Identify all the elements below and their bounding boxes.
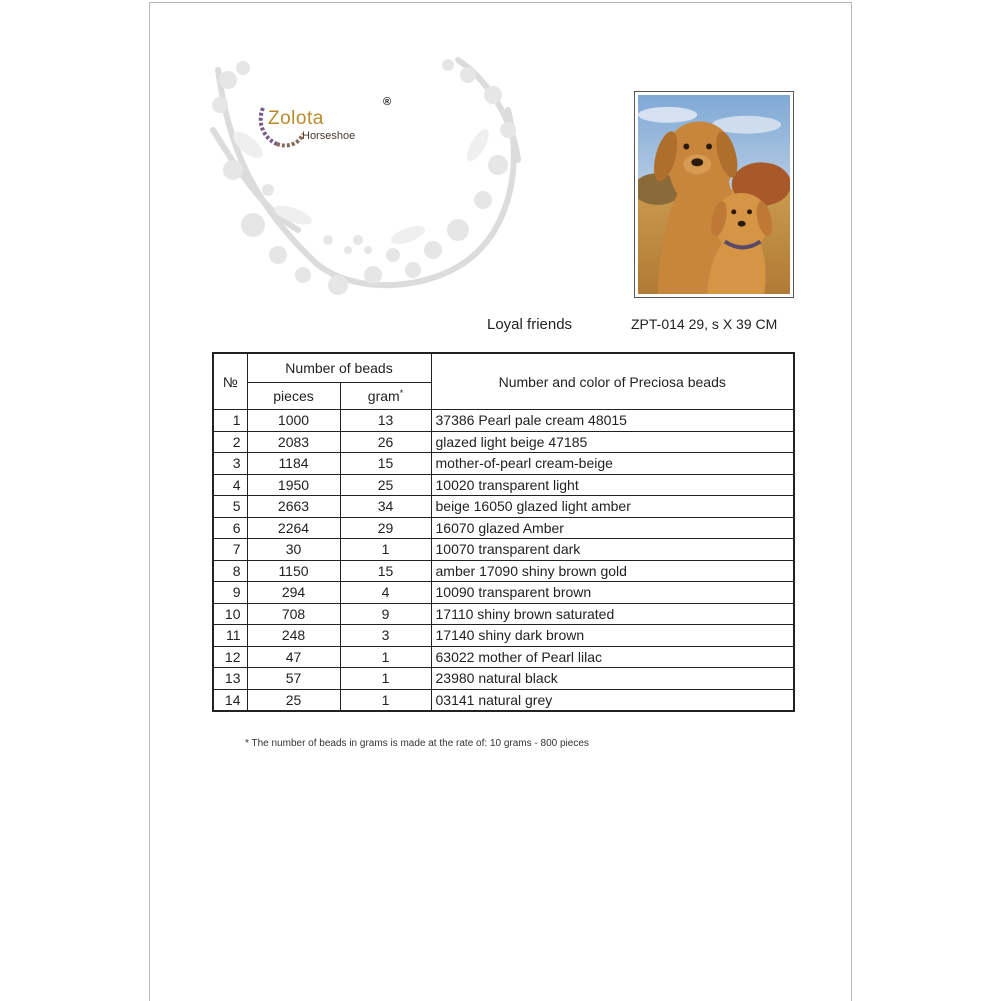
- table-row: [213, 582, 794, 604]
- table-row: [213, 517, 794, 539]
- dogs-illustration: [638, 95, 790, 294]
- row-no: 7: [213, 539, 247, 561]
- row-pieces: 1184: [247, 453, 340, 475]
- row-no: 14: [213, 689, 247, 711]
- brand-name: Zolota: [268, 108, 324, 129]
- table-row: [213, 539, 794, 561]
- row-no: 8: [213, 560, 247, 582]
- row-gram: 9: [340, 603, 431, 625]
- row-pieces: 47: [247, 646, 340, 668]
- table-row: [213, 646, 794, 668]
- table-row: [213, 474, 794, 496]
- row-gram: 26: [340, 431, 431, 453]
- row-description: 17110 shiny brown saturated: [431, 603, 794, 625]
- column-header-description: Number and color of Preciosa beads: [431, 353, 794, 410]
- row-pieces: 25: [247, 689, 340, 711]
- row-description: 23980 natural black: [431, 668, 794, 690]
- column-header-pieces: pieces: [247, 383, 340, 410]
- row-no: 2: [213, 431, 247, 453]
- row-no: 6: [213, 517, 247, 539]
- row-no: 11: [213, 625, 247, 647]
- table-row: [213, 431, 794, 453]
- row-pieces: 2083: [247, 431, 340, 453]
- row-description: 03141 natural grey: [431, 689, 794, 711]
- column-header-number-of-beads: Number of beads: [247, 353, 431, 383]
- row-no: 13: [213, 668, 247, 690]
- row-description: 16070 glazed Amber: [431, 517, 794, 539]
- row-description: glazed light beige 47185: [431, 431, 794, 453]
- row-no: 5: [213, 496, 247, 518]
- row-gram: 34: [340, 496, 431, 518]
- row-description: 17140 shiny dark brown: [431, 625, 794, 647]
- row-description: 10070 transparent dark: [431, 539, 794, 561]
- table-row: [213, 496, 794, 518]
- table-header-row: [213, 353, 794, 383]
- row-description: 10090 transparent brown: [431, 582, 794, 604]
- row-pieces: 1000: [247, 410, 340, 432]
- product-image: [634, 91, 794, 298]
- row-description: amber 17090 shiny brown gold: [431, 560, 794, 582]
- row-description: 10020 transparent light: [431, 474, 794, 496]
- column-header-gram: [340, 383, 431, 410]
- table-row: [213, 668, 794, 690]
- product-code-size: ZPT-014 29, s X 39 CM: [631, 316, 778, 332]
- row-gram: 1: [340, 668, 431, 690]
- row-gram: 15: [340, 453, 431, 475]
- row-gram: 1: [340, 646, 431, 668]
- row-no: 10: [213, 603, 247, 625]
- row-gram: 13: [340, 410, 431, 432]
- footnote: * The number of beads in grams is made at the rate of: 10 grams - 800 pieces: [245, 738, 589, 749]
- row-gram: 15: [340, 560, 431, 582]
- row-gram: 3: [340, 625, 431, 647]
- row-description: 63022 mother of Pearl lilac: [431, 646, 794, 668]
- row-pieces: 2663: [247, 496, 340, 518]
- row-pieces: 294: [247, 582, 340, 604]
- row-no: 9: [213, 582, 247, 604]
- row-pieces: 2264: [247, 517, 340, 539]
- bead-table: [212, 352, 795, 712]
- row-pieces: 30: [247, 539, 340, 561]
- row-pieces: 1150: [247, 560, 340, 582]
- row-no: 4: [213, 474, 247, 496]
- table-row: [213, 453, 794, 475]
- row-no: 12: [213, 646, 247, 668]
- row-gram: 1: [340, 539, 431, 561]
- row-pieces: 708: [247, 603, 340, 625]
- column-header-no: №: [213, 353, 247, 410]
- table-row: [213, 560, 794, 582]
- row-gram: 1: [340, 689, 431, 711]
- table-row: [213, 625, 794, 647]
- brand-subtitle: Horseshoe: [302, 130, 356, 142]
- row-pieces: 248: [247, 625, 340, 647]
- row-pieces: 57: [247, 668, 340, 690]
- row-no: 1: [213, 410, 247, 432]
- row-gram: 25: [340, 474, 431, 496]
- row-gram: 29: [340, 517, 431, 539]
- row-pieces: 1950: [247, 474, 340, 496]
- product-title: Loyal friends: [487, 316, 573, 333]
- table-row: [213, 603, 794, 625]
- row-description: 37386 Pearl pale cream 48015: [431, 410, 794, 432]
- table-row: [213, 410, 794, 432]
- row-no: 3: [213, 453, 247, 475]
- gram-footnote-mark: *: [399, 388, 404, 398]
- row-gram: 4: [340, 582, 431, 604]
- gram-label: gram: [367, 388, 400, 404]
- registered-mark: ®: [383, 96, 392, 108]
- row-description: mother-of-pearl cream-beige: [431, 453, 794, 475]
- table-row: [213, 689, 794, 711]
- row-description: beige 16050 glazed light amber: [431, 496, 794, 518]
